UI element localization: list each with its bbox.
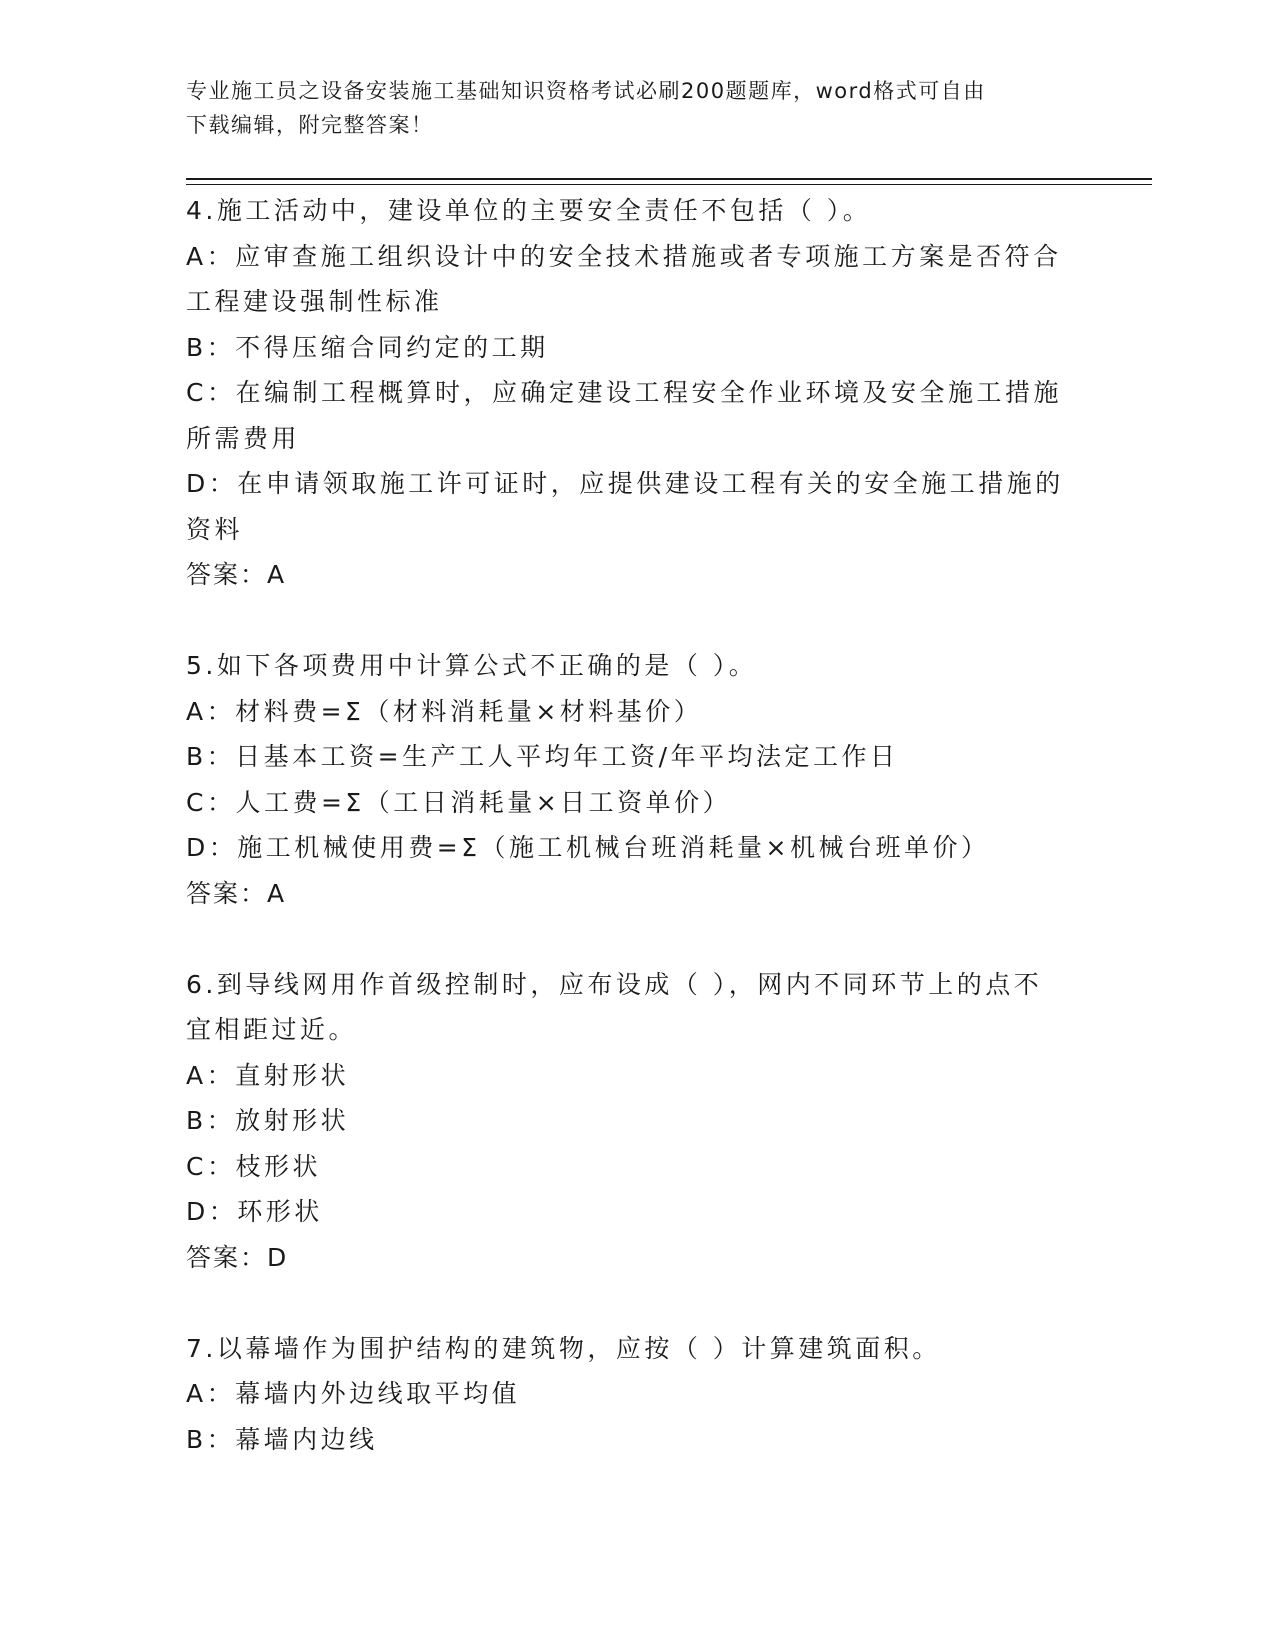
option-text-continued: 资料 [186,514,244,544]
header-divider-thick [186,178,1152,180]
question-block [186,1326,1066,1463]
option-a [186,234,1066,325]
header-divider-thin [186,184,1152,185]
option-d [186,461,1066,552]
option-text: C：在编制工程概算时，应确定建设工程安全作业环境及安全施工措施 [186,378,1062,407]
option-a: A：材料费=Σ（材料消耗量×材料基价） [186,696,703,726]
option-b: B：日基本工资=生产工人平均年工资/年平均法定工作日 [186,742,899,771]
answer-label: 答案：A [186,878,287,908]
option-text-continued: 工程建设强制性标准 [186,287,443,316]
question-stem: 7.以幕墙作为围护结构的建筑物，应按（ ）计算建筑面积。 [186,1333,941,1363]
header-line-1: 专业施工员之设备安装施工基础知识资格考试必刷200题题库，word格式可自由 [186,79,986,103]
question-stem-continued: 宜相距过近。 [186,1015,358,1044]
option-text: B：不得压缩合同约定的工期 [186,332,549,362]
question-spacer [186,916,1066,962]
option-b: B：放射形状 [186,1106,350,1135]
option-c [186,370,1066,461]
option-text: A：应审查施工组织设计中的安全技术措施或者专项施工方案是否符合 [186,241,1062,271]
question-stem: 6.到导线网用作首级控制时，应布设成（ ），网内不同环节上的点不 [186,969,1043,999]
option-a: A：直射形状 [186,1060,350,1090]
question-block [186,188,1066,598]
option-d: D：施工机械使用费=Σ（施工机械台班消耗量×机械台班单价） [186,833,990,862]
answer-label: 答案：A [186,560,287,589]
question-list [186,188,1066,1462]
option-d: D：环形状 [186,1197,323,1226]
question-block [186,962,1066,1281]
question-spacer [186,598,1066,644]
question-spacer [186,1280,1066,1326]
option-c: C：枝形状 [186,1151,321,1181]
question-stem: 5.如下各项费用中计算公式不正确的是（ ）。 [186,651,758,680]
option-text: D：在申请领取施工许可证时，应提供建设工程有关的安全施工措施的 [186,469,1064,498]
question-stem: 4.施工活动中，建设单位的主要安全责任不包括（ ）。 [186,196,872,225]
option-text-continued: 所需费用 [186,423,301,453]
document-header [186,74,1066,142]
answer-label: 答案：D [186,1242,289,1272]
question-block [186,643,1066,916]
option-b: B：幕墙内边线 [186,1424,378,1454]
header-line-2: 下载编辑，附完整答案！ [186,113,434,137]
option-a: A：幕墙内外边线取平均值 [186,1379,521,1408]
option-c: C：人工费=Σ（工日消耗量×日工资单价） [186,787,732,817]
option-b [186,325,1066,371]
